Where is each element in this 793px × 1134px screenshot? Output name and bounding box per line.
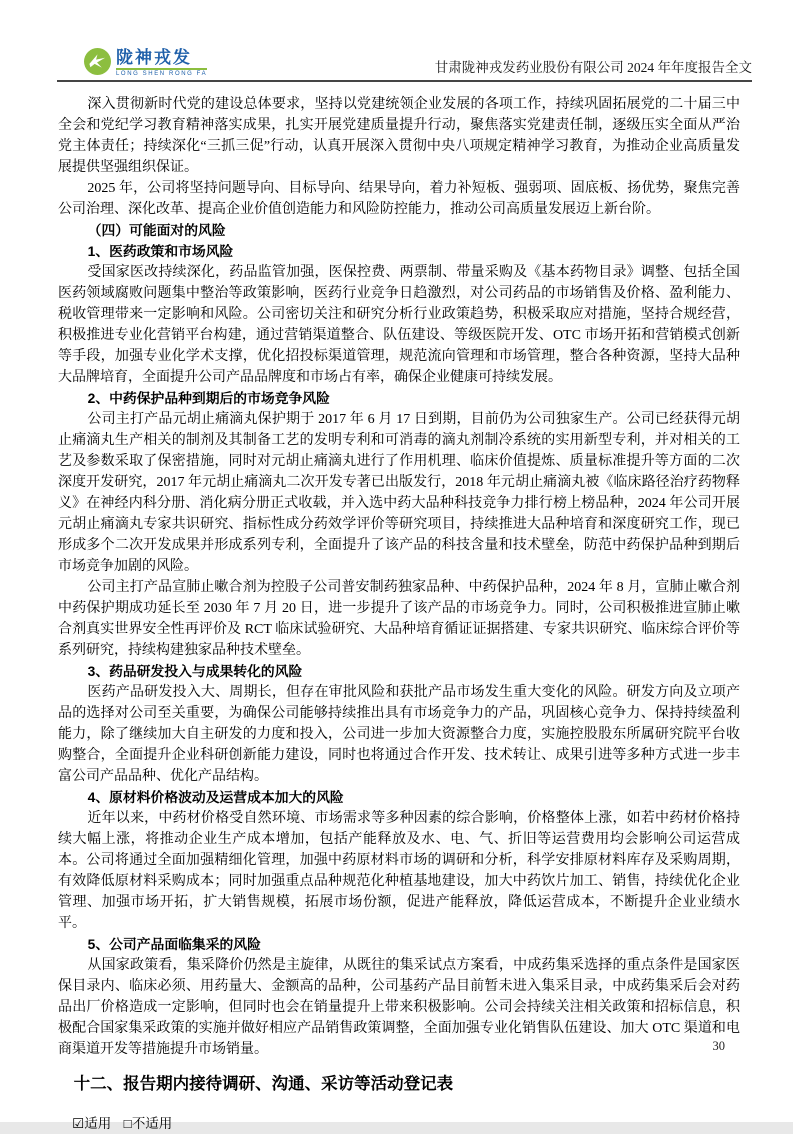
risk-paragraph: 公司主打产品宣肺止嗽合剂为控股子公司普安制药独家品种、中药保护品种，2024 年 8 月，宣肺止嗽合剂中药保护期成功延长至 2030 年 7 月 20 日，进一步提升了该产品的市场竞争力。同时，公司积极推进宣肺止嗽合剂真实世界安全性再评价及 RCT 临床试验研究、大品种培育循证证据搭建、专家共识研究、临床综合评价等系列研究，持续构建独家品种技术壁垒。 — [58, 580, 740, 658]
company-logo — [84, 48, 207, 79]
risk-heading-3: 3、药品研发投入与成果转化的风险 — [87, 664, 303, 679]
risk-heading-4: 4、原材料价格波动及运营成本加大的风险 — [87, 790, 344, 805]
intro-paragraph-1: 深入贯彻新时代党的建设总体要求，坚持以党建统领企业发展的各项工作，持续巩固拓展党的二十届三中全会和党纪学习教育精神落实成果，扎实开展党建质量提升行动，聚焦落实党建责任制，逐级压实全面从严治党主体责任；持续深化“三抓三促”行动，认真开展深入贯彻中央八项规定精神学习教育，为推动企业高质量发展提供坚强组织保证。 — [58, 97, 740, 175]
applicability-row — [58, 1114, 740, 1134]
risk-paragraph: 医药产品研发投入大、周期长，但存在审批风险和获批产品市场发生重大变化的风险。研发方向及立项产品的选择对公司至关重要，为确保公司能够持续推出具有市场竞争力的产品，巩固核心竞争力、保持持续盈利能力，除了继续加大自主研发的力度和投入，公司进一步加大资源整合力度，实施控股股东所属研究院平台收购整合，全面提升企业科研创新能力建设，同时也将通过合作开发、技术转让、成果引进等多种方式进一步丰富公司产品品种、优化产品结构。 — [58, 685, 740, 784]
risk-heading-5: 5、公司产品面临集采的风险 — [87, 937, 261, 952]
risk-heading-1: 1、医药政策和市场风险 — [87, 244, 234, 259]
logo-underline — [116, 68, 207, 71]
section4-heading: （四）可能面对的风险 — [87, 223, 226, 238]
applicable-label: 适用 — [84, 1116, 112, 1131]
report-header-title: 甘肃陇神戎发药业股份有限公司 2024 年年度报告全文 — [434, 60, 752, 75]
logo-wordmark — [116, 48, 207, 79]
checked-checkbox-icon: ☑ — [72, 1116, 85, 1131]
section12-heading: 十二、报告期内接待调研、沟通、采访等活动登记表 — [73, 1075, 454, 1093]
risk-paragraph: 公司主打产品元胡止痛滴丸保护期于 2017 年 6 月 17 日到期，目前仍为公司独家生产。公司已经获得元胡止痛滴丸生产相关的制剂及其制备工艺的发明专利和可消毒的滴丸剂制冷系统的实用新型专利，并对相关的工艺及参数采取了保密措施，同时对元胡止痛滴丸进行了作用机理、临床价值提炼、质量标准提升等方面的二次深度开发研究，2017 年元胡止痛滴丸二次开发专著已出版发行，2018 年元胡止痛滴丸被《临床路径治疗药物释义》在神经内科分册、消化病分册正式收载，并入选中药大品种科技竞争力排行榜上榜品种，2024 年公司开展元胡止痛滴丸专家共识研究、指标性成分药效学评价等研究项目，持续推进大品种培育和深度研究工作，现已形成多个二次开发成果并形成系列专利，全面提升了该产品的科技含量和技术壁垒，防范中药保护品种到期后市场竞争加剧的风险。 — [58, 412, 740, 574]
risk-heading-2: 2、中药保护品种到期后的市场竞争风险 — [87, 391, 330, 406]
document-body — [58, 94, 740, 1134]
intro-paragraph-2: 2025 年，公司将坚持问题导向、目标导向、结果导向，着力补短板、强弱项、固底板、扬优势，聚焦完善公司治理、深化改革、提高企业价值创造能力和风险防控能力，推动公司高质量发展迈上新台阶。 — [58, 181, 740, 217]
risk-paragraph: 受国家医改持续深化，药品监管加强，医保控费、两票制、带量采购及《基本药物目录》调整、包括全国医药领域腐败问题集中整治等政策影响，医药行业竞争日趋激烈，对公司药品的市场销售及价格、盈利能力、税收管理带来一定影响和风险。公司密切关注和研究分析行业政策趋势，积极采取应对措施，坚持合规经营，积极推进专业化营销平台构建，通过营销渠道整合、队伍建设、等级医院开发、OTC 市场开拓和营销模式创新等手段，加强专业化学术支撑，优化招投标渠道管理，规范流向管理和市场管理，整合各种资源，坚持大品种大品牌培育，全面提升公司产品品牌度和市场占有率，确保企业健康可持续发展。 — [58, 265, 740, 385]
unchecked-checkbox-icon: □ — [123, 1116, 132, 1131]
applicable-option — [72, 1116, 111, 1131]
risk-paragraph: 从国家政策看，集采降价仍然是主旋律，从既往的集采试点方案看，中成药集采选择的重点条件是国家医保目录内、临床必须、用药量大、金额高的品种，公司基药产品目前暂未进入集采目录，中成药集采后会对药品出厂价格造成一定影响，但同时也会在销量提升上带来积极影响。公司会持续关注相关政策和招标信息，积极配合国家集采政策的实施并做好相应产品销售政策调整，全面加强专业化销售队伍建设、加大 OTC 渠道和电商渠道开发等措施提升市场销量。 — [58, 958, 740, 1057]
risk-paragraph: 近年以来，中药材价格受自然环境、市场需求等多种因素的综合影响，价格整体上涨，如若中药材价格持续大幅上涨，将推动企业生产成本增加，包括产能释放及水、电、气、折旧等运营费用均会影响公司运营成本。公司将通过全面加强精细化管理，加强中药原材料市场的调研和分析，科学安排原材料库存及采购周期，有效降低原材料采购成本；同时加强重点品种规范化种植基地建设，加大中药饮片加工、销售，持续优化企业管理、加强市场开拓，扩大销售规模，拓展市场份额，促进产能释放，降低运营成本，不断提升企业业绩水平。 — [58, 811, 740, 931]
page-header — [57, 45, 752, 82]
logo-en-text: LONG SHEN RONG FA — [116, 71, 208, 77]
not-applicable-option — [124, 1116, 173, 1131]
logo-bird-icon — [84, 48, 111, 75]
logo-cn-text: 陇神戎发 — [116, 47, 192, 67]
not-applicable-label: 不适用 — [131, 1116, 173, 1131]
page-number: 30 — [712, 1039, 725, 1053]
